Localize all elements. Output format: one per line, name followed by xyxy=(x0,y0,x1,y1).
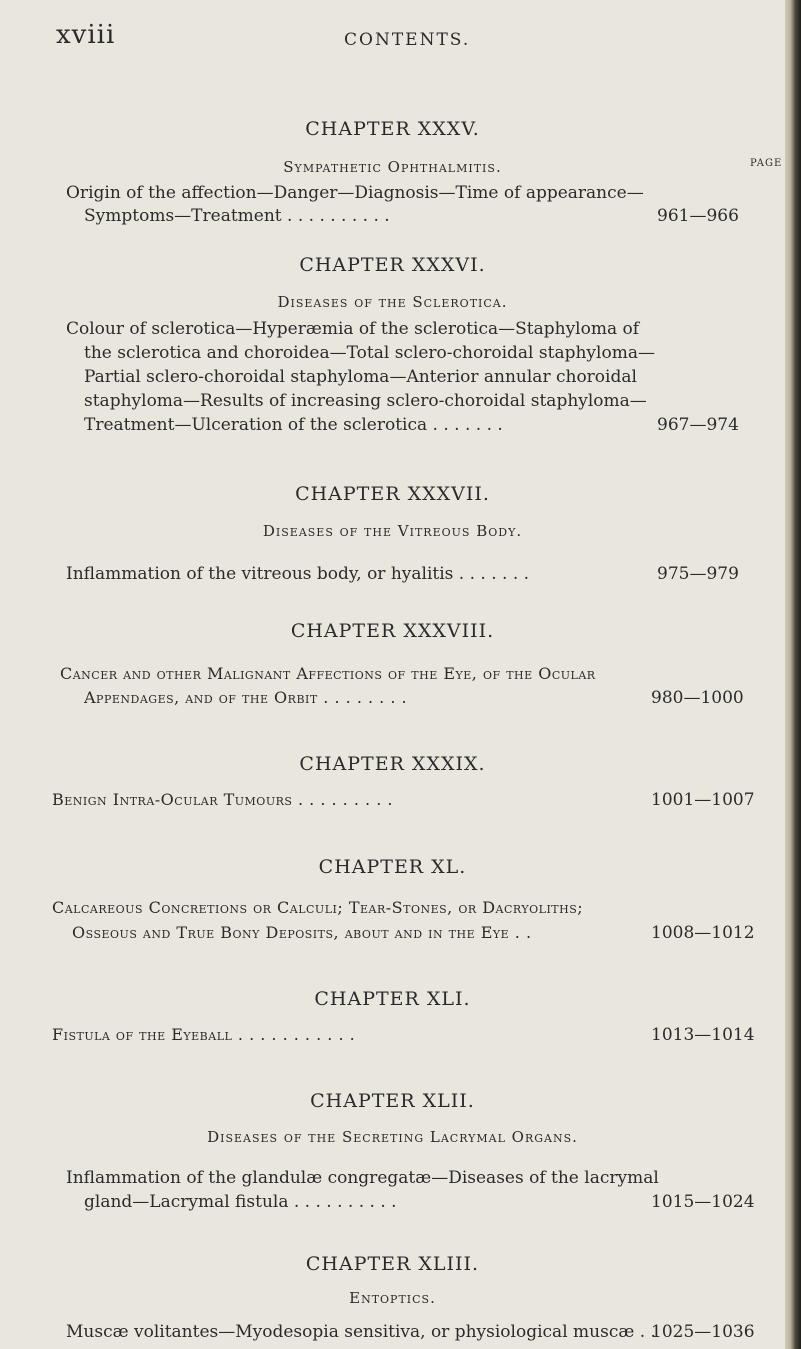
entry-line: gland—Lacrymal fistula . . . . . . . . . . xyxy=(84,1192,397,1212)
entry-line: Muscæ volitantes—Myodesopia sensitiva, or physiological muscæ . . xyxy=(66,1322,656,1342)
entry-line: Osseous and True Bony Deposits, about and in the Eye . . xyxy=(72,923,532,942)
chapter-title: CHAPTER XXXVIII. xyxy=(290,620,495,642)
chapter-title: CHAPTER XLIII. xyxy=(305,1253,480,1275)
chapter-subtitle: Sympathetic Ophthalmitis. xyxy=(283,158,502,176)
entry-line: the sclerotica and choroidea—Total sclero-choroidal staphyloma— xyxy=(84,343,655,363)
page-range: 1013—1014 xyxy=(651,1025,755,1045)
chapter-title: CHAPTER XL. xyxy=(318,856,467,878)
page-range: 967—974 xyxy=(657,415,739,435)
entry-line: Fistula of the Eyeball . . . . . . . . . . . xyxy=(52,1025,356,1044)
entry-line: Cancer and other Malignant Affections of the Eye, of the Ocular xyxy=(60,664,596,683)
entry-line: Symptoms—Treatment . . . . . . . . . . xyxy=(84,206,390,226)
entry-line: Calcareous Concretions or Calculi; Tear-Stones, or Dacryoliths; xyxy=(52,898,584,917)
running-header: CONTENTS. xyxy=(344,30,471,50)
chapter-title: CHAPTER XLII. xyxy=(310,1090,475,1112)
chapter-title: CHAPTER XXXVII. xyxy=(295,483,490,505)
page-range: 1001—1007 xyxy=(651,790,755,810)
page-number: xviii xyxy=(56,20,116,50)
entry-line: Inflammation of the vitreous body, or hyalitis . . . . . . . xyxy=(66,564,530,584)
chapter-subtitle: Entoptics. xyxy=(349,1289,436,1307)
entry-line: Origin of the affection—Danger—Diagnosis—Time of appearance— xyxy=(66,183,644,203)
chapter-title: CHAPTER XLI. xyxy=(314,988,471,1010)
page-range: 1015—1024 xyxy=(651,1192,755,1212)
entry-line: Partial sclero-choroidal staphyloma—Anterior annular choroidal xyxy=(84,367,637,387)
page-range: 975—979 xyxy=(657,564,739,584)
chapter-subtitle: Diseases of the Secreting Lacrymal Organs. xyxy=(207,1128,578,1146)
page-column-label: PAGE xyxy=(750,158,783,169)
entry-line: Inflammation of the glandulæ congregatæ—Diseases of the lacrymal xyxy=(66,1168,659,1188)
entry-line: Treatment—Ulceration of the sclerotica . . . . . . . xyxy=(84,415,503,435)
entry-line: Colour of sclerotica—Hyperæmia of the sclerotica—Staphyloma of xyxy=(66,319,640,339)
page-range: 980—1000 xyxy=(651,688,744,708)
chapter-title: CHAPTER XXXIX. xyxy=(299,753,486,775)
book-binding-edge xyxy=(785,0,801,1349)
page-range: 1008—1012 xyxy=(651,923,755,943)
page-range: 961—966 xyxy=(657,206,739,226)
entry-line: Benign Intra-Ocular Tumours . . . . . . . . . xyxy=(52,790,393,809)
entry-line: staphyloma—Results of increasing sclero-choroidal staphyloma— xyxy=(84,391,647,411)
page-range: 1025—1036 xyxy=(651,1322,755,1342)
chapter-subtitle: Diseases of the Sclerotica. xyxy=(277,293,508,311)
chapter-subtitle: Diseases of the Vitreous Body. xyxy=(262,522,523,540)
chapter-title: CHAPTER XXXV. xyxy=(305,118,480,140)
entry-line: Appendages, and of the Orbit . . . . . . . . xyxy=(84,688,408,707)
chapter-title: CHAPTER XXXVI. xyxy=(299,254,486,276)
